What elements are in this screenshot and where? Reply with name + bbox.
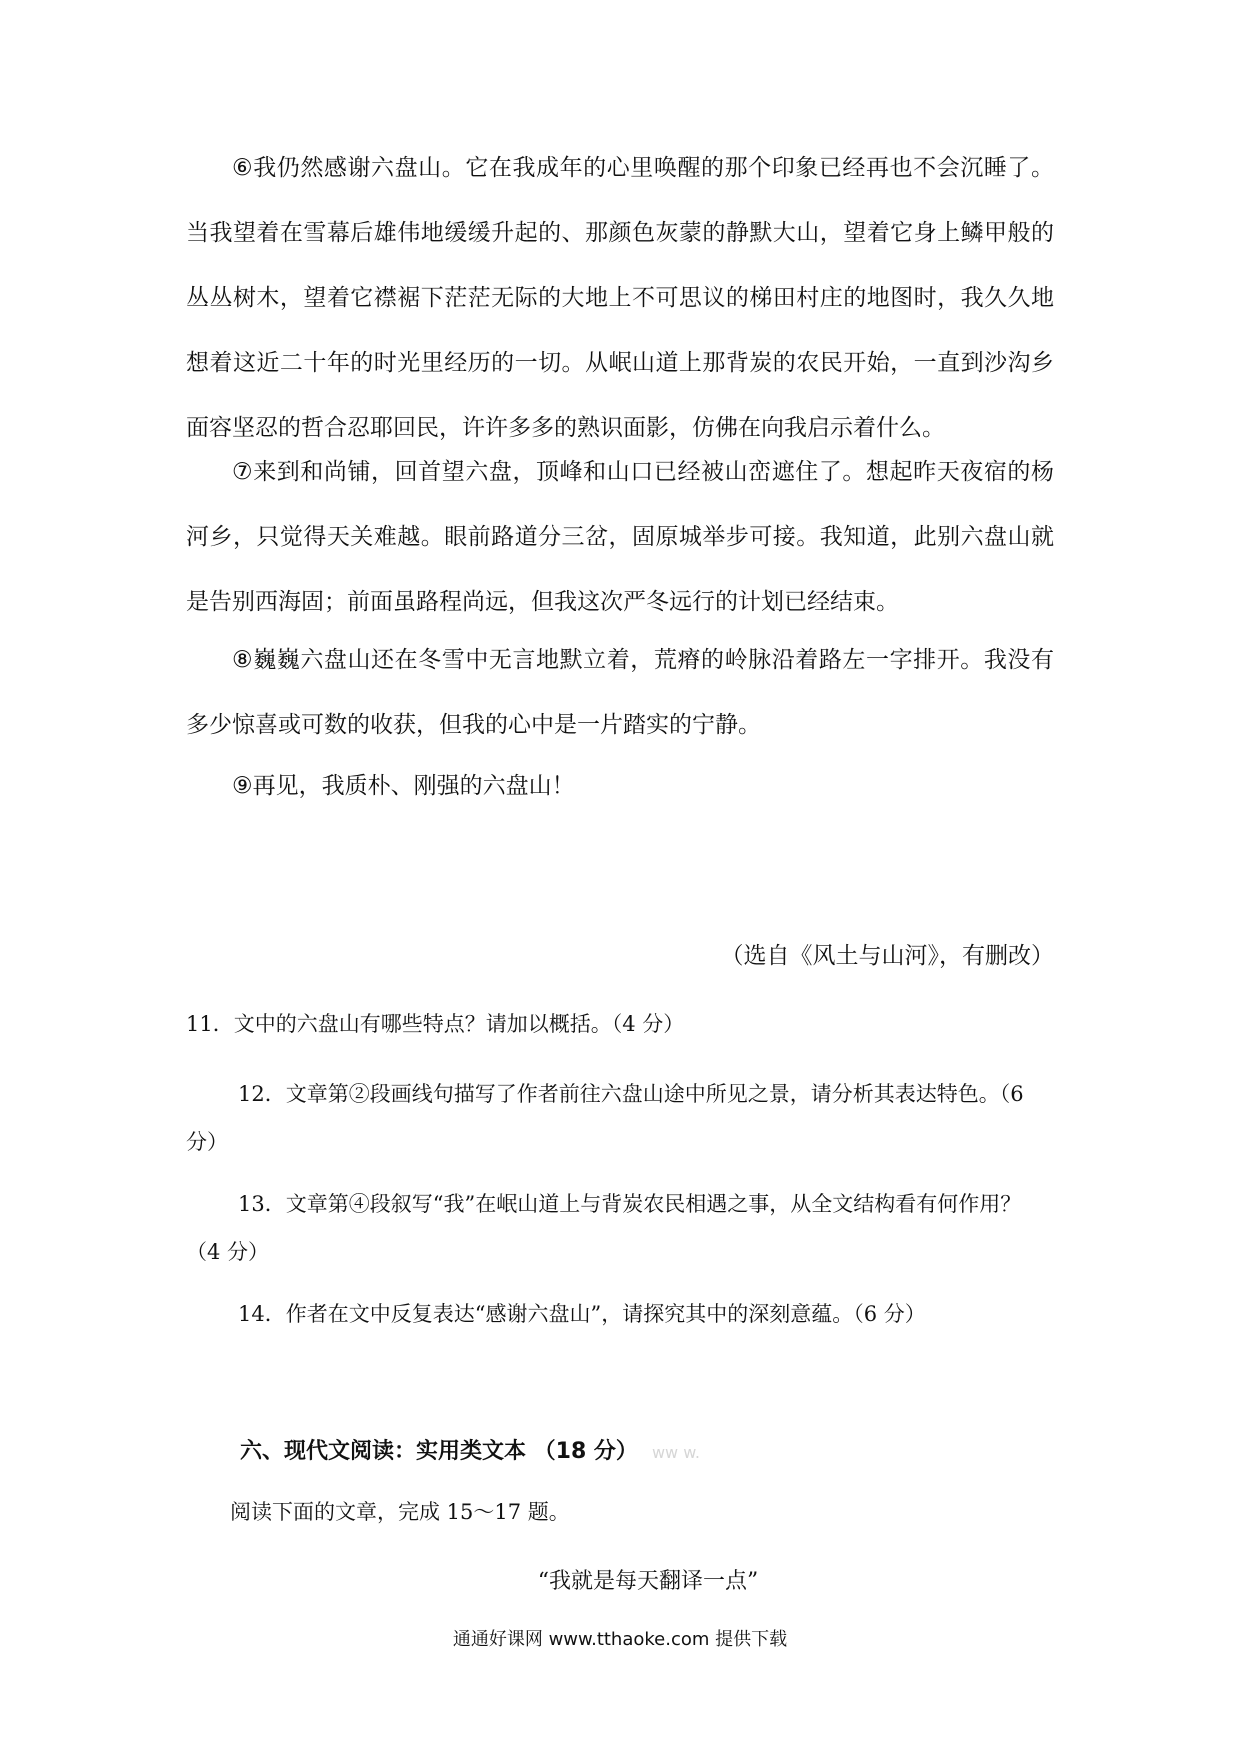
section-title: 六、现代文阅读：实用类文本 （18 分） bbox=[240, 1439, 638, 1464]
question-13: 13．文章第④段叙写“我”在岷山道上与背炭农民相遇之事，从全文结构看有何作用？（4 分） bbox=[186, 1192, 1022, 1264]
paragraph-8: ⑧巍巍六盘山还在冬雪中无言地默立着，荒瘠的岭脉沿着路左一字排开。我没有多少惊喜或可数的收获，但我的心中是一片踏实的宁静。 bbox=[186, 647, 1054, 738]
paragraph-6: ⑥我仍然感谢六盘山。它在我成年的心里唤醒的那个印象已经再也不会沉睡了。当我望着在雪幕后雄伟地缓缓升起的、那颜色灰蒙的静默大山，望着它身上鳞甲般的丛丛树木，望着它襟裾下茫茫无际的大地上不可思议的梯田村庄的地图时，我久久地想着这近二十年的时光里经历的一切。从岷山道上那背炭的农民开始，一直到沙沟乡面容坚忍的哲合忍耶回民，许许多多的熟识面影，仿佛在向我启示着什么。 bbox=[186, 155, 1054, 441]
question-11: 11．文中的六盘山有哪些特点？请加以概括。（4 分） bbox=[186, 1012, 685, 1036]
paragraph-7: ⑦来到和尚铺，回首望六盘，顶峰和山口已经被山峦遮住了。想起昨天夜宿的杨河乡，只觉得天关难越。眼前路道分三岔，固原城举步可接。我知道，此别六盘山就是告别西海固；前面虽路程尚远，但我这次严冬远行的计划已经结束。 bbox=[186, 459, 1054, 615]
source-citation: （选自《风土与山河》，有删改） bbox=[720, 943, 1054, 969]
paragraph-9: ⑨再见，我质朴、刚强的六盘山！ bbox=[232, 773, 575, 799]
article-title: “我就是每天翻译一点” bbox=[537, 1569, 759, 1594]
question-14: 14．作者在文中反复表达“感谢六盘山”，请探究其中的深刻意蕴。（6 分） bbox=[238, 1302, 926, 1326]
section-heading bbox=[240, 1436, 700, 1469]
page-footer: 通通好课网 www.tthaoke.com 提供下载 bbox=[452, 1629, 788, 1650]
reading-instruction: 阅读下面的文章，完成 15～17 题。 bbox=[230, 1500, 570, 1524]
watermark-text: ww w. bbox=[651, 1443, 700, 1462]
question-12: 12．文章第②段画线句描写了作者前往六盘山途中所见之景，请分析其表达特色。（6 分） bbox=[186, 1082, 1024, 1154]
